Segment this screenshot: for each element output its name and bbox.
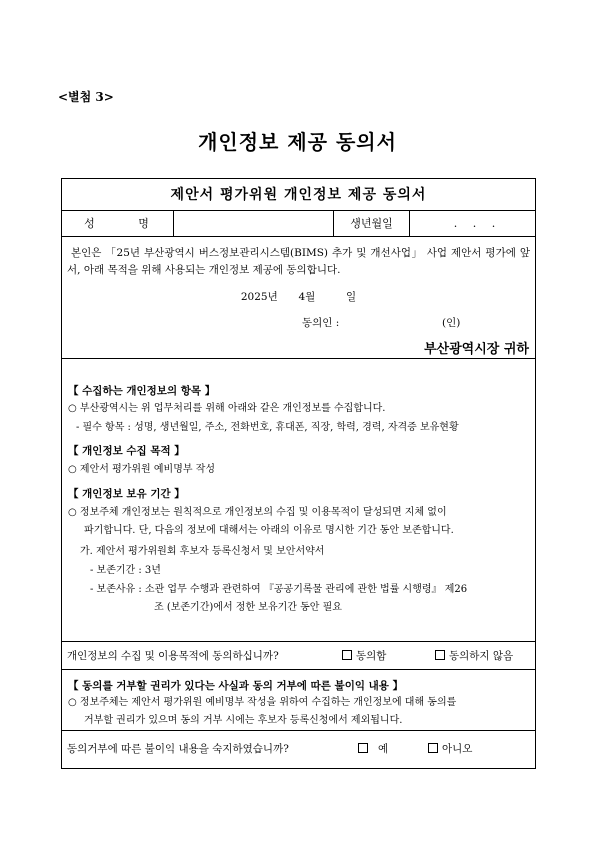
retention-line: 조 (보존기간)에서 정한 보유기간 동안 필요 bbox=[154, 602, 342, 613]
birth-label: 생년월일 bbox=[334, 211, 410, 236]
details-section bbox=[62, 359, 535, 642]
info-row bbox=[62, 211, 535, 237]
refusal-heading: 【 동의를 거부할 권리가 있다는 사실과 동의 거부에 따른 불이익 내용 】 bbox=[68, 680, 404, 692]
recipient: 부산광역시장 귀하 bbox=[424, 342, 529, 357]
birth-field[interactable]: . . . bbox=[453, 217, 502, 230]
consent-text: 본인은 「25년 부산광역시 버스정보관리시스템(BIMS) 추가 및 개선사업」 사업 제안서 평가에 앞서, 아래 목적을 위해 사용되는 개인정보 제공에 동의합니다. bbox=[67, 247, 530, 276]
refusal-line: ○ 정보주체는 제안서 평가위원 예비명부 작성을 위하여 수집하는 개인정보에 대해 동의를 bbox=[68, 697, 457, 708]
ack-question-row bbox=[62, 731, 535, 768]
refusal-line: 거부할 권리가 있으며 동의 거부 시에는 후보자 등록신청에서 제외됩니다. bbox=[84, 715, 403, 726]
consent-question: 개인정보의 수집 및 이용목적에 동의하십니까? bbox=[67, 650, 279, 662]
name-field[interactable] bbox=[174, 211, 334, 236]
items-line: - 필수 항목 : 성명, 생년월일, 주소, 전화번호, 휴대폰, 직장, 학력, 경력, 자격증 보유현황 bbox=[76, 422, 459, 433]
refusal-section bbox=[62, 670, 535, 731]
purpose-heading: 【 개인정보 수집 목적 】 bbox=[68, 445, 185, 457]
consent-statement bbox=[62, 237, 535, 359]
agree-option[interactable] bbox=[342, 642, 386, 670]
ack-question: 동의거부에 따른 불이익 내용을 숙지하였습니까? bbox=[67, 743, 289, 755]
page-title: 개인정보 제공 동의서 bbox=[198, 130, 397, 154]
agree-label: 동의함 bbox=[356, 650, 387, 662]
retention-line: 가. 제안서 평가위원회 후보자 등록신청서 및 보안서약서 bbox=[80, 546, 325, 557]
agree-checkbox[interactable] bbox=[342, 650, 352, 660]
signer-label: 동의인 : bbox=[302, 317, 340, 329]
yes-option[interactable] bbox=[358, 731, 388, 767]
disagree-checkbox[interactable] bbox=[435, 650, 445, 660]
no-checkbox[interactable] bbox=[428, 743, 438, 753]
disagree-option[interactable] bbox=[435, 642, 513, 670]
no-label: 아니오 bbox=[442, 743, 473, 755]
retention-line: ○ 정보주체 개인정보는 원칙적으로 개인정보의 수집 및 이용목적이 달성되면 지체 없이 bbox=[68, 507, 447, 518]
purpose-line: ○ 제안서 평가위원 예비명부 작성 bbox=[68, 464, 216, 475]
date-line bbox=[62, 289, 535, 304]
date-month: 4월 bbox=[298, 291, 316, 303]
seal-label: (인) bbox=[442, 317, 461, 329]
items-heading: 【 수집하는 개인정보의 항목 】 bbox=[68, 385, 216, 397]
retention-line: 파기합니다. 단, 다음의 정보에 대해서는 아래의 이유로 명시한 기간 동안 보존합니다. bbox=[84, 525, 454, 536]
attachment-label: <별첨 3> bbox=[58, 90, 114, 104]
yes-checkbox[interactable] bbox=[358, 743, 368, 753]
no-option[interactable] bbox=[428, 731, 472, 767]
date-day: 일 bbox=[345, 291, 357, 303]
disagree-label: 동의하지 않음 bbox=[449, 650, 514, 662]
retention-heading: 【 개인정보 보유 기간 】 bbox=[68, 488, 185, 500]
consent-form bbox=[61, 178, 536, 769]
yes-label: 예 bbox=[378, 743, 389, 755]
retention-line: - 보존사유 : 소관 업무 수행과 관련하여 『공공기록물 관리에 관한 법률 시행령』 제26 bbox=[90, 584, 468, 595]
retention-line: - 보존기간 : 3년 bbox=[90, 565, 161, 576]
date-year: 2025년 bbox=[240, 291, 278, 303]
form-title: 제안서 평가위원 개인정보 제공 동의서 bbox=[62, 179, 535, 211]
name-label: 성 명 bbox=[62, 211, 174, 236]
items-line: ○ 부산광역시는 위 업무처리를 위해 아래와 같은 개인정보를 수집합니다. bbox=[68, 403, 386, 414]
consent-question-row bbox=[62, 642, 535, 670]
